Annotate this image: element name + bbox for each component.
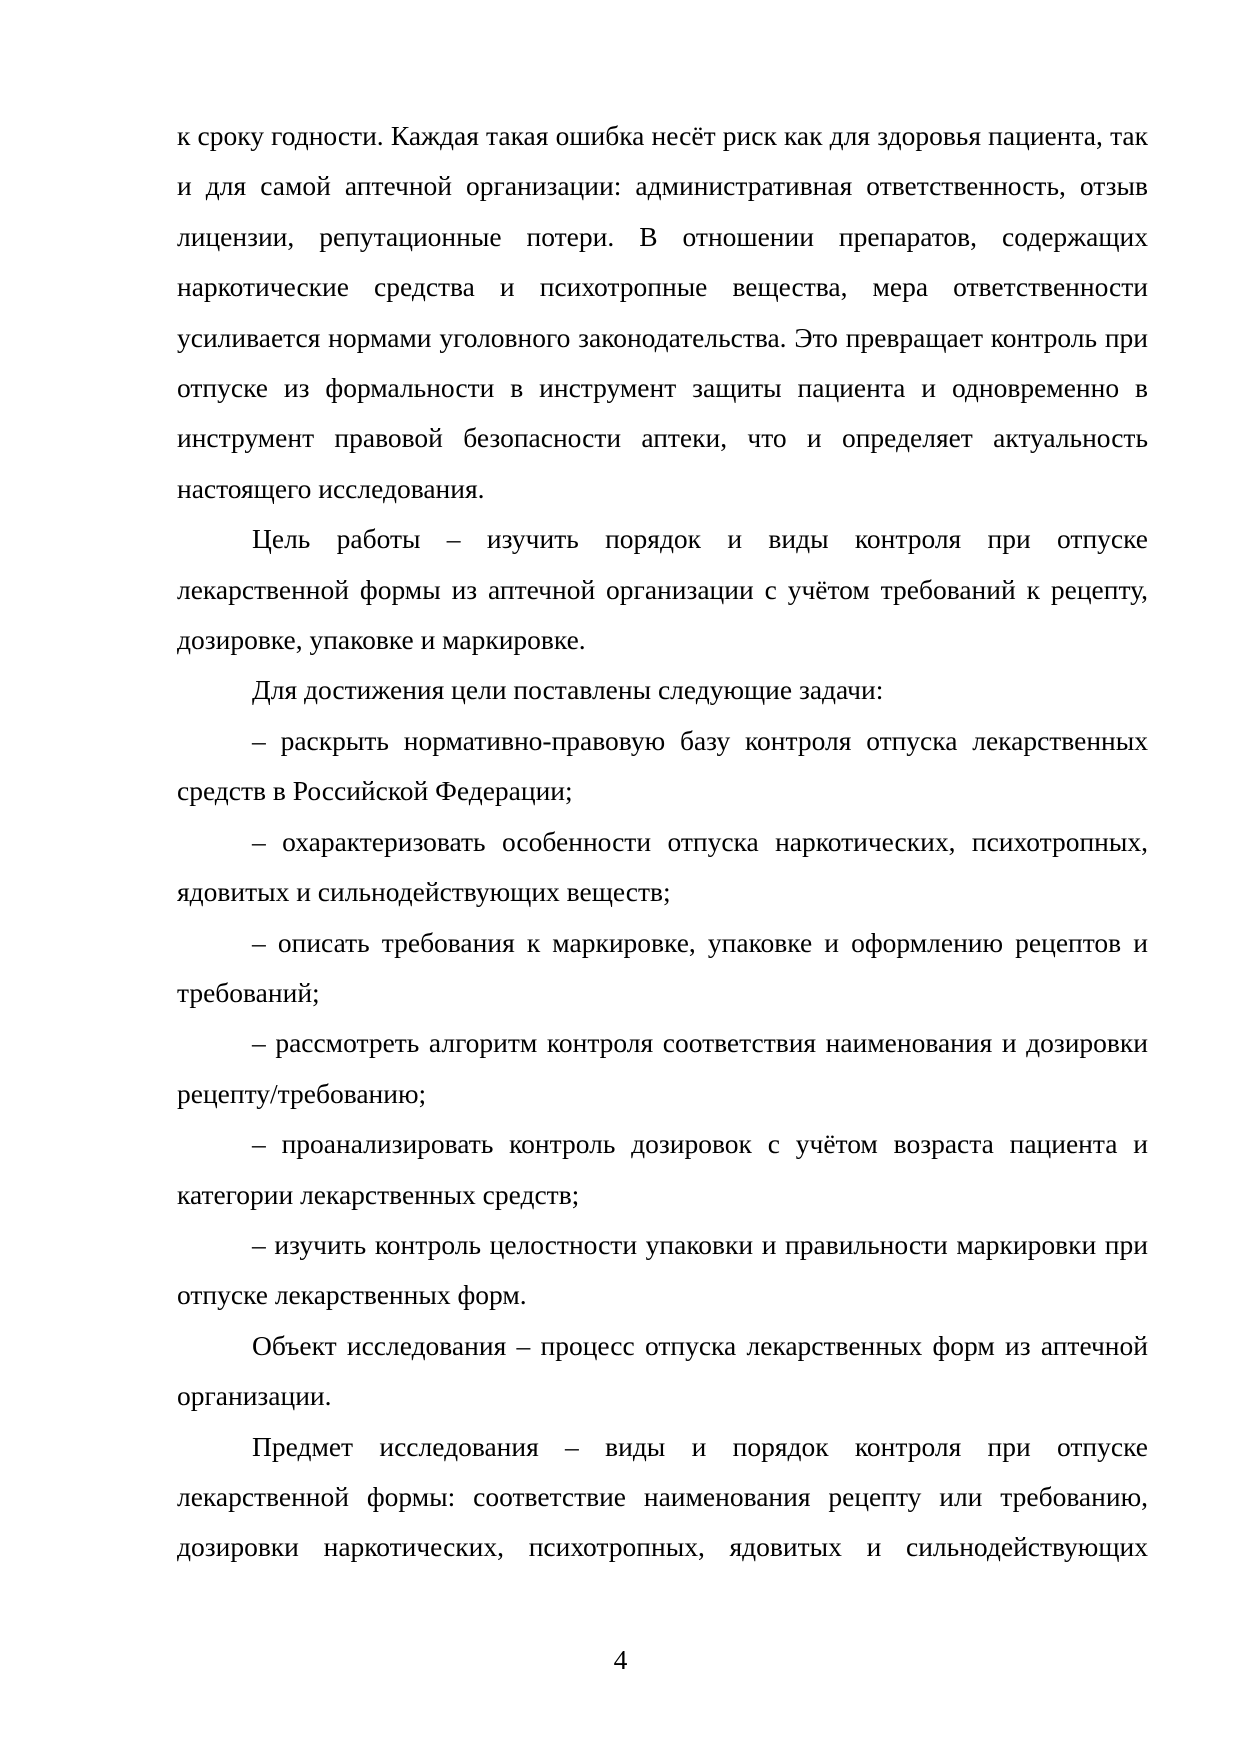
task-item-4: – рассмотреть алгоритм контроля соответствия наименования и дозировки рецепту/требованию;: [177, 1027, 1148, 1109]
task-item-6: – изучить контроль целостности упаковки и правильности маркировки при отпуске лекарственных форм.: [177, 1228, 1148, 1311]
paragraph-goal: Цель работы – изучить порядок и виды контроля при отпуске лекарственной формы из аптечной организации с учётом требований к рецепту, дозировке, упаковке и маркировке.: [177, 523, 1148, 656]
paragraph-subject: Предмет исследования – виды и порядок контроля при отпуске лекарственной формы: соответствие наименования рецепту или требованию, дозировки наркотических, психотропных, ядовитых и сильнодействующих: [177, 1430, 1148, 1563]
page-number: 4: [613, 1644, 628, 1675]
task-item-2: – охарактеризовать особенности отпуска наркотических, психотропных, ядовитых и сильнодействующих веществ;: [177, 825, 1148, 908]
task-item-1: – раскрыть нормативно-правовую базу контроля отпуска лекарственных средств в Российской Федерации;: [177, 724, 1148, 807]
paragraph-object: Объект исследования – процесс отпуска лекарственных форм из аптечной организации.: [177, 1329, 1148, 1412]
task-item-3: – описать требования к маркировке, упаковке и оформлению рецептов и требований;: [177, 926, 1148, 1008]
task-item-5: – проанализировать контроль дозировок с учётом возраста пациента и категории лекарственных средств;: [177, 1128, 1148, 1210]
paragraph-relevance: к сроку годности. Каждая такая ошибка несёт риск как для здоровья пациента, так и для самой аптечной организации: административная ответственность, отзыв лицензии, репутационные потери. В отношении препаратов, содержащих наркотические средства и психотропные вещества, мера ответственности усиливается нормами уголовного законодательства. Это превращает контроль при отпуске из формальности в инструмент защиты пациента и одновременно в инструмент правовой безопасности аптеки, что и определяет актуальность настоящего исследования.: [177, 120, 1148, 504]
body-text: [177, 111, 1148, 1573]
paragraph-tasks-intro: Для достижения цели поставлены следующие задачи:: [252, 674, 884, 706]
